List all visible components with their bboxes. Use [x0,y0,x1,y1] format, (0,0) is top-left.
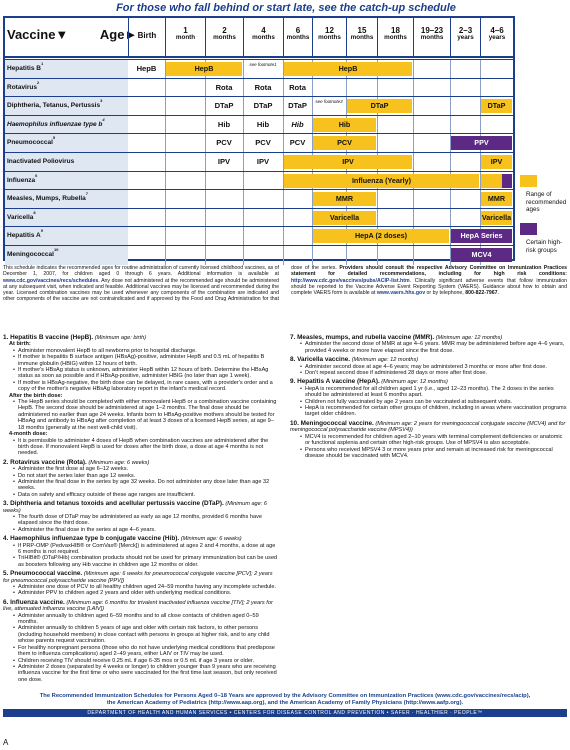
age-column-header: Birth [128,18,165,58]
footnote-item: 8. Varicella vaccine. (Minimum age: 12 months) • Administer second dose at age 4–6 years; may be administered 3 months or more after first dose. • Don't repeat second dose if administered 28 days or more after first dose. [290,357,567,376]
dose-cell: HepB [136,64,157,73]
dose-range-bar: MMR [313,192,376,206]
footnote-item: 4. Haemophilus influenzae type b conjugate vaccine (Hib). (Minimum age: 6 weeks) • If PRP-OMP (PedvaxHIB® or ComVax® [Merck]) is administered at ages 2 and 4 months, a dose at age 6 months is not required. • TriHIBit® (DTaP/Hib) combination products should not be used for primary immunization but can be used as boosters following any Hib vaccine in children age 12 months or older. [3,536,280,568]
age-column-header: 1 month [165,18,205,58]
age-column-header: 19–23 months [413,18,450,58]
acip-link[interactable]: http://www.cdc.gov/vaccines/pubs/ACIP-list.htm [291,277,410,284]
schedule-table [3,16,515,261]
dose-cell: DTaP [288,101,307,111]
vaccine-row [5,115,513,134]
vaccine-name: Measles, Mumps, Rubella$^7$ [5,190,128,209]
dose-cell: Hib [291,119,304,129]
footnote-item: 6. Influenza vaccine. (Minimum age: 6 months for trivalent inactivated influenza vaccine [TIV]; 2 years for live, attenuated influenza vaccine [LAIV]) • Administer annually to children aged 6–59 months and to all close contacts of children aged 0–59 months. • Administer annually to children 5 years of age and older with certain risk factors, to other persons (including household members) in close contact with persons in groups at higher risk, and to any child whose parents request vaccination. • For healthy nonpregnant persons (those who do not have underlying medical conditions that predispose them to influenza complications) aged 2–49 years, either LAIV or TIV may be used. • Children receiving TIV should receive 0.25 mL if age 6-35 mos or 0.5 mL if age 3 years or older. • Administer 2 doses (separated by 4 weeks or longer) to children younger than 9 years who are receiving influenza vaccine for the first time or who were vaccinated for the first time last season, but only received one dose. [3,600,280,683]
schedules-link[interactable]: www.cdc.gov/vaccines/recs/schedules [3,277,99,284]
legend-purple-swatch [520,223,537,235]
footnote-item: 2. Rotavirus vaccine (Rota). (Minimum age: 6 weeks) • Administer the first dose at age 6–12 weeks. • Do not start the series later than age 12 weeks. • Administer the final dose in the series by age 32 weeks. Do not administer any dose later than age 32 weeks. • Data on safety and efficacy outside of these age ranges are insufficient. [3,460,280,498]
age-column-header: 6 months [283,18,312,58]
dose-cell: DTaP [214,101,234,111]
legend-yellow-label: Range of recommended ages [526,191,567,213]
dose-cell: Hib [256,119,270,129]
vaccine-row [5,208,513,227]
dose-range-bar: Hib [313,118,376,132]
vaccine-name: Hepatitis $B^1$ [5,60,128,79]
vaccine-row [5,245,513,264]
dose-cell: IPV [217,157,231,166]
footnote-item: 5. Pneumococcal vaccine. (Minimum age: 6 weeks for pneumococcal conjugate vaccine [PCV]; 2 years for pneumococcal polysaccharide vaccine [PPV]) • Administer one dose of PCV to all healthy children aged 24–59 months having any incomplete schedule. • Administer PPV to children aged 2 years and older with underlying medical conditions. [3,571,280,597]
vaers-link[interactable]: www.vaers.hhs.gov [376,290,426,297]
footnote-reference: see footnote1 [249,62,277,67]
dose-range-bar: HepB [166,62,242,76]
dose-range-bar: IPV [284,155,412,169]
age-column-header: 2 months [205,18,243,58]
dose-cell: Rota [289,82,306,92]
footnote-item: 10. Meningococcal vaccine. (Minimum age: 2 years for meningococcal conjugate vaccine (MCV4) and for meningococcal polysaccharide vaccine (MPSV4)) • MCV4 is recommended for children aged 2–10 years with terminal complement deficiencies or anatomic or functional asplenia and certain other high-risk groups. Use of MPSV4 is also acceptable. • Persons who received MPSV4 3 or more years prior and remain at increased risk for meningococcal disease should be vaccinated with MCV4. [290,421,567,459]
vaccine-name: Varicella$^8$ [5,209,128,228]
dose-cell: PCV [289,138,306,148]
age-column-header: 4 months [243,18,283,58]
age-column-header: 12 months [312,18,346,58]
dose-cell: Rota [215,82,233,92]
dose-range-bar: HepB [284,62,412,76]
dose-cell: IPV [256,157,270,166]
footnote-item: 1. Hepatitis B vaccine (HepB). (Minimum age: birth) At birth: • Administer monovalent HepB to all newborns prior to hospital discharge. • If mother is hepatitis B surface antigen (HBsAg)-positive, administer HepB and 0.5 mL of hepatitis B immune globulin (HBIG) within 12 hours of birth. • If mother's HBsAg status is unknown, administer HepB within 12 hours of birth. Determine the HBsAg status as soon as possible and if HBsAg-positive, administer HBIG (no later than age 1 week). • If mother is HBsAg-negative, the birth dose can be delayed, in rare cases, with a provider's order and a copy of the mother's negative HBsAg laboratory report in the infant's medical record. After the birth dose: • The HepB series should be completed with either monovalent HepB or a combination vaccine containing HepB. The second dose should be administered at age 1–2 months. The final dose should be administered no earlier than age 24 weeks. Infants born to HBsAg-positive mothers should be tested for HBsAg and antibody to HBsAg after completion of at least 3 doses of a licensed HepB series, at age 9–18 months (generally at the next well-child visit). 4-month dose: • It is permissible to administer 4 doses of HepB when combination vaccines are administered after the birth dose. If monovalent HepB is used for doses after the birth dose, a dose at age 4 months is not needed. [3,335,280,457]
footnote-item: 3. Diphtheria and tetanus toxoids and acellular pertussis vaccine (DTaP). (Minimum age: 6 weeks) • The fourth dose of DTaP may be administered as early as age 12 months, provided 6 months have elapsed since the third dose. • Administer the final dose in the series at age 4–6 years. [3,501,280,533]
legend-yellow-swatch [520,175,537,187]
age-column-header: 2–3 years [450,18,480,58]
table-header [5,18,513,58]
dose-range-bar [481,174,512,188]
department-footer: DEPARTMENT OF HEALTH AND HUMAN SERVICES • CENTERS FOR DISEASE CONTROL AND PREVENTION • SAFER · HEALTHIER · PEOPLE™ [3,709,567,717]
high-risk-bar [502,174,512,188]
dose-range-bar: Influenza (Yearly) [284,174,479,188]
legend-purple-label: Certain high-risk groups [526,239,563,254]
vaccine-name: Meningococcal$^{10}$ [5,246,128,265]
age-column-header: 15 months [346,18,377,58]
vaccine-name: Pneumococcal$^5$ [5,134,128,153]
vaccine-row [5,133,513,152]
dose-cell: PCV [255,138,271,148]
footnotes [3,335,567,690]
age-column-header: 18 months [377,18,413,58]
dose-range-bar: DTaP [347,99,412,113]
dose-range-bar: PCV [313,136,376,150]
intro-paragraph: This schedule indicates the recommended ages for routine administration of currently licensed childhood vaccines, as of December 1, 2007, for children aged 0 through 6 years. Additional information is available at www.cdc.gov/vaccines/recs/schedules. Any dose not administered at the recommended age should be administered at any subsequent visit, when indicated and feasible. Additional vaccines may be licensed and recommended during the year. Licensed combination vaccines may be used whenever any components of the combination are indicated and other components of the vaccine are not contraindicated and if approved by the Food and Drug Administration for that dose of the series. Providers should consult the respective Advisory Committee on Immunization Practices statement for detailed recommendations, including for high risk conditions: http://www.cdc.gov/vaccines/pubs/ACIP-list.htm. Clinically significant adverse events that follow immunization should be reported to the Vaccine Adverse Event Reporting System (VAERS). Guidance about how to obtain and complete VAERS form is available at www.vaers.hhs.gov or by telephone, 800-822-7967. [3,265,568,303]
vaccine-row [5,59,513,78]
dose-cell: DTaP [253,101,273,111]
vaccine-name: Haemophilus influenzae type $b^4$ [5,116,128,135]
dose-range-bar: Varicella [481,211,512,225]
dose-cell: Hib [217,119,231,129]
age-column-header: 4–6 years [480,18,513,58]
vaccine-name: Rotavirus$^2$ [5,79,128,98]
dose-range-bar: MMR [481,192,512,206]
high-risk-bar: PPV [451,136,512,150]
figure-label: A [3,738,9,747]
high-risk-bar: MCV4 [451,248,512,262]
vaccine-name: Hepatitis $A^9$ [5,227,128,246]
footnote-reference: see footnote3 [315,99,343,105]
dose-range-bar: IPV [481,155,512,169]
vaccine-row [5,226,513,245]
header-label: Vaccine▼ Age► [7,27,138,42]
vaccine-row [5,171,513,190]
catch-up-banner: For those who fall behind or start late, see the catch-up schedule [116,2,456,14]
footnote-item: 9. Hepatitis A vaccine (HepA). (Minimum age: 12 months) • HepA is recommended for all children aged 1 yr (i.e., aged 12–23 months). The 2 doses in the series should be administered at least 6 months apart. • Children not fully vaccinated by age 2 years can be vaccinated at subsequent visits. • HepA is recommended for certain other groups of children, including in areas where vaccination programs target older children. [290,379,567,417]
vaccine-name: Influenza$^6$ [5,172,128,191]
dose-range-bar: Varicella [313,211,376,225]
vaccine-row [5,78,513,97]
approval-statement: The Recommended Immunization Schedules for Persons Aged 0–18 Years are approved by the Advisory Committee on Immunization Practices (www.cdc.gov/vaccines/recs/acip), the American Academy of Pediatrics (http://www.aap.org), and the American Academy of Family Physicians (http://www.aafp.org). [39,693,531,706]
footnote-item: 7. Measles, mumps, and rubella vaccine (MMR). (Minimum age: 12 months) • Administer the second dose of MMR at age 4–6 years. MMR may be administered before age 4–6 years, provided 4 weeks or more have elapsed since the first dose. [290,335,567,354]
vaccine-row [5,152,513,171]
vaccine-row [5,96,513,115]
dose-cell: PCV [216,138,232,148]
dose-range-bar: DTaP [481,99,512,113]
dose-range-bar: HepA (2 doses) [313,229,449,243]
dose-cell: Rota [254,82,272,92]
high-risk-bar: HepA Series [451,229,512,243]
vaccine-name: Diphtheria, Tetanus, Pertussis$^3$ [5,97,128,116]
vaccine-name: Inactivated Poliovirus [5,153,128,172]
dose-range-bar [451,174,479,188]
vaccine-row [5,189,513,208]
